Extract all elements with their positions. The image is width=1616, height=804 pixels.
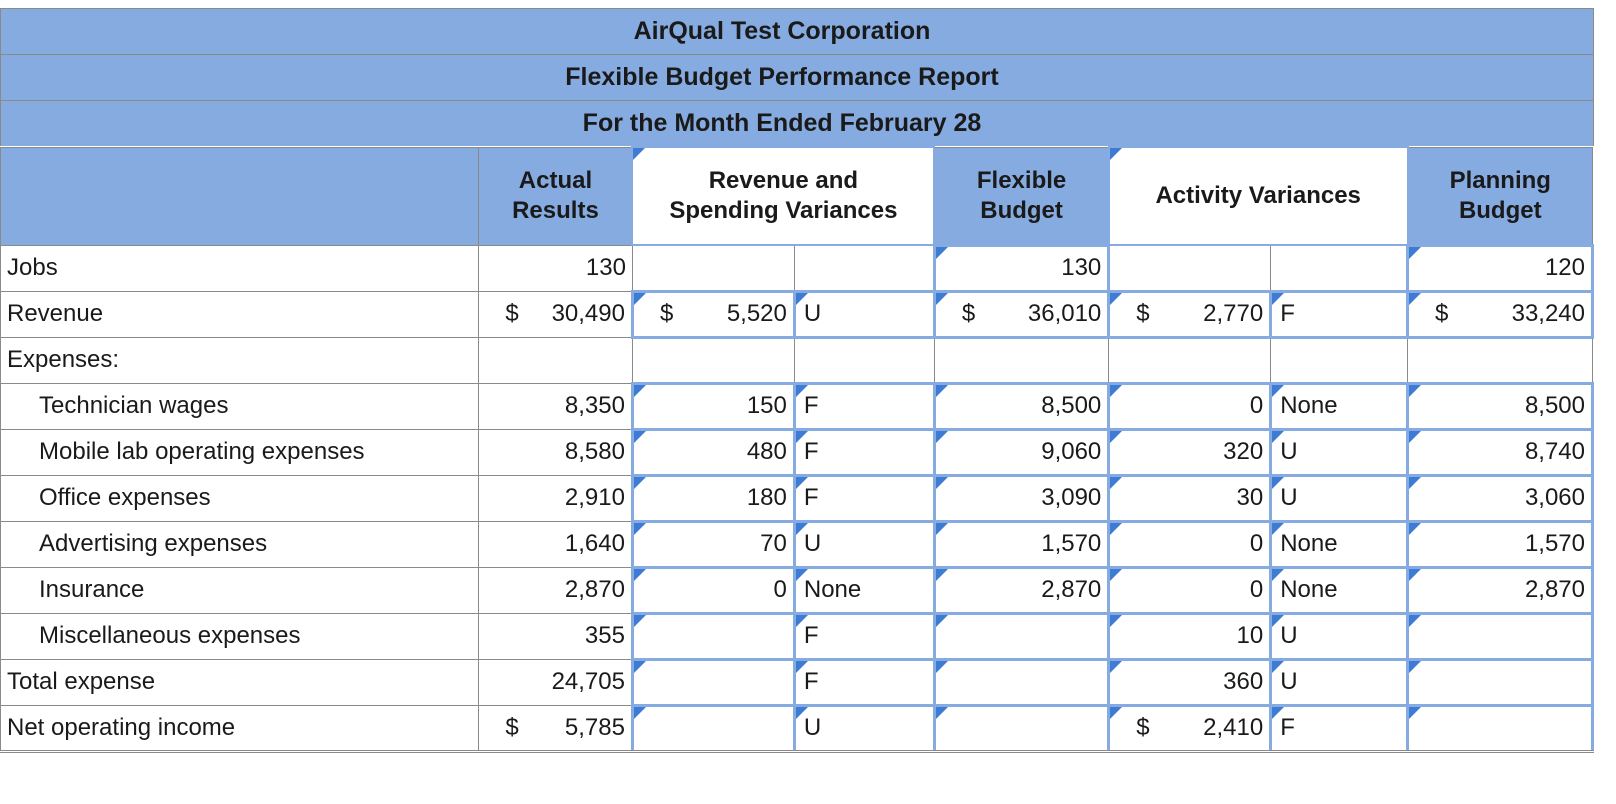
plan-value: 8,500: [1524, 392, 1585, 419]
row-label: Insurance: [1, 567, 479, 613]
row-label: Miscellaneous expenses: [1, 613, 479, 659]
activity-variance-cell[interactable]: [1109, 613, 1271, 659]
activity-variance-flag[interactable]: U: [1271, 613, 1408, 659]
actual-value: 5,785: [564, 713, 625, 741]
activity-variance-flag: [1271, 245, 1408, 291]
performance-report: [0, 8, 1594, 753]
revenue-spending-variance-flag[interactable]: U: [794, 521, 934, 567]
flexible-budget-cell[interactable]: [934, 567, 1108, 613]
planning-budget-cell[interactable]: [1408, 567, 1593, 613]
revenue-spending-variance-cell[interactable]: [632, 705, 794, 751]
flexible-budget-cell[interactable]: [934, 291, 1108, 337]
flexible-budget-cell[interactable]: [934, 613, 1108, 659]
activity-variance-flag[interactable]: F: [1271, 291, 1408, 337]
act-value: 360: [1223, 668, 1264, 695]
flexible-budget-cell[interactable]: [934, 521, 1108, 567]
revenue-spending-variance-flag: [794, 337, 934, 383]
act-value: 0: [1249, 530, 1264, 557]
revenue-spending-variance-cell[interactable]: [632, 475, 794, 521]
rsv-header-line2: Spending Variances: [669, 197, 898, 224]
activity-variance-flag: [1271, 337, 1408, 383]
flexible-budget-header: [934, 147, 1108, 245]
table-row: [1, 383, 1593, 429]
actual-results-cell: [479, 291, 633, 337]
plan-value: 120: [1544, 254, 1585, 281]
revenue-spending-variance-flag[interactable]: U: [794, 705, 934, 751]
flex-value: 1,570: [1041, 530, 1102, 557]
revenue-spending-variance-cell[interactable]: [632, 659, 794, 705]
flexible-budget-cell: [934, 337, 1108, 383]
activity-variance-flag[interactable]: F: [1271, 705, 1408, 751]
actual-results-cell: [479, 705, 633, 751]
table-row: [1, 521, 1593, 567]
row-label: Advertising expenses: [1, 521, 479, 567]
table-row: [1, 567, 1593, 613]
flexible-budget-cell[interactable]: [934, 659, 1108, 705]
flex-value: 3,090: [1041, 484, 1102, 511]
act-currency: $: [1136, 300, 1150, 327]
actual-value: 130: [585, 254, 626, 281]
plan-value: 33,240: [1511, 300, 1585, 327]
activity-variance-flag[interactable]: None: [1271, 521, 1408, 567]
table-row: [1, 245, 1593, 291]
rsv-value: 150: [746, 392, 787, 419]
revenue-spending-variance-cell: [632, 245, 794, 291]
actual-results-cell: [479, 521, 633, 567]
revenue-spending-variance-flag[interactable]: F: [794, 429, 934, 475]
report-body: [1, 245, 1593, 751]
flex-value: 2,870: [1041, 576, 1102, 603]
revenue-spending-variance-flag[interactable]: U: [794, 291, 934, 337]
revenue-spending-variances-header[interactable]: [632, 147, 934, 245]
flex-currency: $: [961, 300, 976, 327]
flex-value: 8,500: [1041, 392, 1102, 419]
planning-budget-cell[interactable]: [1408, 383, 1593, 429]
actual-value: 355: [584, 622, 625, 649]
actual-results-cell: [479, 383, 633, 429]
act-value: 30: [1236, 484, 1264, 511]
flexible-budget-cell[interactable]: [934, 383, 1108, 429]
activity-variance-cell[interactable]: [1109, 659, 1271, 705]
flex-value: 36,010: [1027, 300, 1102, 327]
actual-header-line2: Results: [512, 197, 599, 224]
actual-results-cell: [479, 245, 633, 291]
act-value: 2,770: [1203, 300, 1264, 327]
rsv-value: 480: [746, 438, 787, 465]
actual-results-cell: [479, 659, 633, 705]
actual-header-line1: Actual: [518, 167, 593, 194]
planning-budget-cell[interactable]: [1408, 659, 1593, 705]
activity-variance-flag[interactable]: None: [1271, 383, 1408, 429]
activity-variance-flag[interactable]: None: [1271, 567, 1408, 613]
row-label: Jobs: [1, 245, 479, 291]
label-column-header: [1, 147, 479, 245]
revenue-spending-variance-cell[interactable]: [632, 567, 794, 613]
activity-header-text: Activity Variances: [1155, 182, 1361, 209]
plan-value: 1,570: [1524, 530, 1585, 557]
revenue-spending-variance-flag[interactable]: None: [794, 567, 934, 613]
report-period: For the Month Ended February 28: [0, 100, 1594, 146]
activity-variance-cell[interactable]: [1109, 521, 1271, 567]
revenue-spending-variance-cell[interactable]: [632, 383, 794, 429]
rsv-value: 5,520: [726, 300, 787, 327]
row-label: Expenses:: [1, 337, 479, 383]
actual-results-cell: [479, 613, 633, 659]
table-row: [1, 613, 1593, 659]
revenue-spending-variance-flag[interactable]: F: [794, 613, 934, 659]
actual-currency: $: [505, 300, 519, 327]
activity-variance-cell[interactable]: [1109, 567, 1271, 613]
flex-value: 130: [1061, 254, 1102, 281]
flex-header-line1: Flexible: [976, 166, 1067, 194]
table-row: [1, 705, 1593, 751]
rsv-value: 180: [746, 484, 787, 511]
revenue-spending-variance-flag[interactable]: F: [794, 383, 934, 429]
planning-budget-cell[interactable]: [1408, 291, 1593, 337]
planning-budget-cell[interactable]: [1408, 245, 1593, 291]
flexible-budget-cell[interactable]: [934, 475, 1108, 521]
activity-variance-cell[interactable]: [1109, 291, 1271, 337]
plan-header-line2: Budget: [1458, 196, 1542, 224]
activity-variance-cell: [1109, 337, 1271, 383]
planning-budget-cell: [1408, 337, 1593, 383]
act-value: 0: [1249, 576, 1264, 603]
rsv-currency: $: [659, 300, 674, 327]
activity-variance-cell[interactable]: [1109, 705, 1271, 751]
flexible-budget-cell[interactable]: [934, 245, 1108, 291]
rsv-value: 70: [760, 530, 787, 557]
actual-results-cell: [479, 475, 633, 521]
act-value: 320: [1223, 438, 1264, 465]
actual-value: 2,910: [564, 484, 625, 511]
actual-value: 8,350: [564, 392, 625, 419]
planning-budget-cell[interactable]: [1408, 429, 1593, 475]
actual-value: 8,580: [564, 438, 625, 465]
flex-value: 9,060: [1041, 438, 1102, 465]
report-table: [0, 146, 1594, 753]
actual-value: 30,490: [551, 300, 625, 327]
revenue-spending-variance-flag[interactable]: F: [794, 475, 934, 521]
revenue-spending-variance-cell[interactable]: [632, 291, 794, 337]
revenue-spending-variance-cell[interactable]: [632, 521, 794, 567]
row-label: Net operating income: [1, 705, 479, 751]
actual-results-cell: [479, 337, 633, 383]
activity-variance-flag[interactable]: U: [1271, 429, 1408, 475]
activity-variance-cell: [1109, 245, 1271, 291]
row-label: Office expenses: [1, 475, 479, 521]
activity-variance-flag[interactable]: U: [1271, 475, 1408, 521]
actual-results-cell: [479, 429, 633, 475]
actual-value: 1,640: [564, 530, 625, 557]
rsv-value: 0: [773, 576, 787, 603]
flex-header-line2: Budget: [980, 196, 1063, 224]
activity-variance-cell[interactable]: [1109, 475, 1271, 521]
activity-variance-cell[interactable]: [1109, 383, 1271, 429]
flexible-budget-cell[interactable]: [934, 705, 1108, 751]
row-label: Mobile lab operating expenses: [1, 429, 479, 475]
revenue-spending-variance-cell[interactable]: [632, 613, 794, 659]
table-row: [1, 291, 1593, 337]
company-name: AirQual Test Corporation: [0, 8, 1594, 54]
rsv-header-line1: Revenue and: [708, 167, 859, 194]
activity-variances-header[interactable]: [1109, 147, 1408, 245]
table-row: [1, 429, 1593, 475]
report-title: Flexible Budget Performance Report: [0, 54, 1594, 100]
activity-variance-cell[interactable]: [1109, 429, 1271, 475]
plan-header-line1: Planning: [1449, 166, 1551, 194]
act-value: 10: [1236, 622, 1264, 649]
actual-value: 2,870: [564, 576, 625, 603]
revenue-spending-variance-flag[interactable]: F: [794, 659, 934, 705]
revenue-spending-variance-flag: [794, 245, 934, 291]
planning-budget-cell[interactable]: [1408, 475, 1593, 521]
plan-value: 3,060: [1524, 484, 1585, 511]
table-row: [1, 659, 1593, 705]
act-value: 0: [1249, 392, 1264, 419]
act-currency: $: [1136, 714, 1150, 741]
column-header-row: [1, 147, 1593, 245]
revenue-spending-variance-cell: [632, 337, 794, 383]
table-row: [1, 337, 1593, 383]
planning-budget-cell[interactable]: [1408, 705, 1593, 751]
act-value: 2,410: [1203, 714, 1264, 741]
planning-budget-header: [1408, 147, 1593, 245]
row-label: Revenue: [1, 291, 479, 337]
actual-results-cell: [479, 567, 633, 613]
row-label: Technician wages: [1, 383, 479, 429]
plan-value: 8,740: [1524, 438, 1585, 465]
planning-budget-cell[interactable]: [1408, 521, 1593, 567]
row-label: Total expense: [1, 659, 479, 705]
plan-currency: $: [1435, 300, 1449, 327]
planning-budget-cell[interactable]: [1408, 613, 1593, 659]
revenue-spending-variance-cell[interactable]: [632, 429, 794, 475]
plan-value: 2,870: [1524, 576, 1585, 603]
actual-currency: $: [505, 713, 519, 741]
actual-results-header: [479, 147, 633, 245]
table-row: [1, 475, 1593, 521]
actual-value: 24,705: [551, 668, 625, 695]
activity-variance-flag[interactable]: U: [1271, 659, 1408, 705]
flexible-budget-cell[interactable]: [934, 429, 1108, 475]
